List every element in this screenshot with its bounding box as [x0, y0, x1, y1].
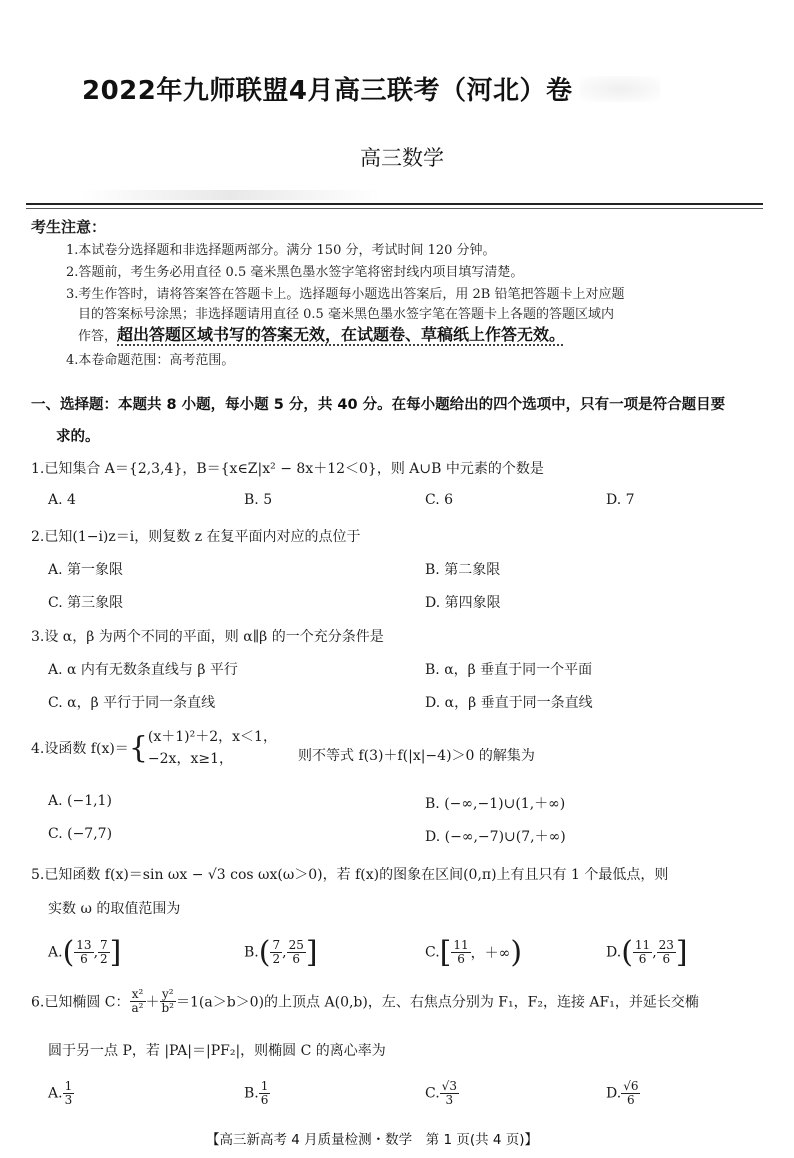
q4-option-d: D. (−∞,−7)∪(7,＋∞) [425, 829, 566, 845]
bracket: [ [439, 935, 452, 970]
q1-option-b: B. 5 [244, 492, 273, 508]
fraction [74, 939, 93, 966]
numerator: 25 [288, 938, 304, 952]
q3-option-d: D. α，β 垂直于同一条直线 [425, 695, 593, 711]
numerator: 1 [260, 1079, 269, 1093]
q4-stem-prefix: 4.设函数 f(x)＝ [31, 741, 129, 757]
question-4-stem [31, 726, 277, 770]
fraction [657, 939, 676, 966]
q1-option-d: D. 7 [606, 492, 635, 508]
q4-option-b: B. (−∞,−1)∪(1,＋∞) [425, 796, 566, 812]
q6-option-a [48, 1080, 74, 1107]
numerator: 23 [658, 938, 674, 952]
q4-option-a: A. (−1,1) [48, 793, 112, 809]
q5-option-a [48, 935, 121, 970]
comma: , [652, 944, 657, 961]
q4-piecewise [148, 726, 277, 770]
notice-item: 3.考生作答时，请将答案答在答题卡上。选择题每小题选出答案后，用 2B 铅笔把答题卡上对应题 [66, 287, 625, 302]
section-heading: 一、选择题：本题共 8 小题，每小题 5 分，共 40 分。在每小题给出的四个选项中，只有一项是符合题目要 [31, 397, 726, 413]
numerator: √3 [441, 1079, 457, 1093]
numerator: √6 [623, 1079, 639, 1093]
q2-option-d: D. 第四象限 [425, 595, 501, 611]
question-2-stem: 2.已知(1−i)z＝i，则复数 z 在复平面内对应的点位于 [31, 529, 361, 545]
denominator: 2 [100, 952, 108, 966]
plus-sign: ＋ [145, 994, 160, 1011]
exam-title: 2022年九师联盟4月高三联考（河北）卷 [82, 76, 573, 106]
fraction [633, 939, 652, 966]
q1-option-a: A. 4 [48, 492, 76, 508]
header-rule [26, 203, 763, 205]
numerator: 1 [64, 1079, 73, 1093]
q6-option-c [425, 1080, 459, 1107]
q3-option-c: C. α，β 平行于同一条直线 [48, 695, 216, 711]
option-label: C. [425, 944, 440, 961]
question-5-stem: 5.已知函数 f(x)＝sin ωx − √3 cos ωx(ω＞0)，若 f(x)的图象在区间(0,π)上有且只有 1 个最低点，则 [31, 867, 669, 883]
fraction [287, 939, 306, 966]
notice-item: 2.答题前，考生务必用直径 0.5 毫米黑色墨水签字笔将密封线内项目填写清楚。 [66, 265, 524, 280]
fraction [451, 939, 470, 966]
section-heading-cont: 求的。 [56, 429, 100, 445]
fraction [98, 939, 110, 966]
numerator: 7 [272, 938, 281, 952]
denominator: 6 [260, 1093, 269, 1107]
fraction [259, 1080, 271, 1107]
q5-option-d [606, 935, 688, 970]
bracket: ( [62, 935, 75, 970]
numerator: 11 [453, 938, 469, 952]
q3-option-a: A. α 内有无数条直线与 β 平行 [48, 662, 238, 678]
q1-option-c: C. 6 [425, 492, 454, 508]
denominator: 6 [457, 952, 465, 966]
denominator: 6 [292, 952, 301, 966]
bracket: ] [109, 935, 122, 970]
q6-option-d [606, 1080, 640, 1107]
option-label: A. [48, 1085, 63, 1102]
question-6-stem [31, 988, 699, 1015]
q4-case-1: (x＋1)²＋2，x＜1， [147, 729, 277, 745]
notice-item: 4.本卷命题范围：高考范围。 [66, 353, 235, 368]
denominator: 3 [64, 1093, 73, 1107]
q6-stem-rest: ＝1(a＞b＞0)的上顶点 A(0,b)，左、右焦点分别为 F₁，F₂，连接 AF₁，并延长交椭 [176, 994, 699, 1011]
denominator: 6 [627, 1093, 635, 1107]
denominator: 3 [445, 1093, 454, 1107]
notice-item: 目的答案标号涂黑；非选择题请用直径 0.5 毫米黑色墨水签字笔在答题卡上各题的答题区域内 [78, 307, 614, 322]
q5-option-b [244, 935, 318, 970]
q2-option-b: B. 第二象限 [425, 562, 501, 578]
option-label: D. [606, 1085, 622, 1102]
fraction [160, 988, 177, 1015]
numerator: 11 [634, 938, 651, 952]
q3-option-b: B. α，β 垂直于同一个平面 [425, 662, 593, 678]
option-label: C. [425, 1085, 440, 1102]
question-1-stem: 1.已知集合 A＝{2,3,4}，B＝{x∈Z|x² − 8x＋12＜0}，则 A∪B 中元素的个数是 [31, 461, 544, 477]
denominator: 2 [272, 952, 281, 966]
notice-item: 作答， [78, 329, 118, 344]
notice-emphasis: 超出答题区域书写的答案无效，在试题卷、草稿纸上作答无效。 [117, 325, 566, 344]
q5-option-c [425, 935, 522, 970]
interval-tail: ，＋∞ [470, 945, 511, 962]
numerator: x² [130, 988, 146, 1002]
scan-smudge [80, 190, 380, 200]
fraction [130, 988, 146, 1015]
bracket: ( [621, 935, 633, 970]
bracket: ( [258, 935, 271, 970]
option-label: D. [606, 944, 622, 961]
comma: , [93, 944, 99, 961]
brace: { [128, 730, 148, 766]
numerator: 13 [76, 938, 92, 952]
fraction [63, 1080, 75, 1107]
notice-heading: 考生注意： [31, 218, 107, 236]
bracket: ] [305, 935, 318, 970]
question-5-stem-cont: 实数 ω 的取值范围为 [48, 901, 181, 917]
option-label: B. [244, 1085, 259, 1102]
page-footer: 【高三新高考 4 月质量检测・数学 第 1 页(共 4 页)】 [206, 1132, 539, 1148]
denominator: 6 [638, 952, 647, 966]
fraction [621, 1080, 640, 1107]
denominator: 6 [80, 952, 88, 966]
denominator: a² [131, 1001, 144, 1015]
q6-stem-prefix: 6.已知椭圆 C： [31, 994, 130, 1011]
q6-option-b [244, 1080, 270, 1107]
q4-option-c: C. (−7,7) [48, 826, 113, 842]
q4-stem-suffix: 则不等式 f(3)＋f(|x|−4)＞0 的解集为 [298, 748, 535, 764]
question-3-stem: 3.设 α，β 为两个不同的平面，则 α∥β 的一个充分条件是 [31, 629, 384, 645]
notice-item: 1.本试卷分选择题和非选择题两部分。满分 150 分，考试时间 120 分钟。 [66, 243, 496, 258]
q2-option-a: A. 第一象限 [48, 562, 124, 578]
scan-smudge [580, 76, 660, 102]
subject-title: 高三数学 [360, 146, 444, 170]
q2-option-c: C. 第三象限 [48, 595, 124, 611]
fraction [440, 1080, 459, 1107]
numerator: y² [160, 988, 177, 1002]
numerator: 7 [100, 938, 108, 952]
question-6-stem-cont: 圆于另一点 P，若 |PA|＝|PF₂|，则椭圆 C 的离心率为 [48, 1043, 386, 1059]
comma: , [282, 944, 287, 961]
fraction [270, 939, 282, 966]
option-label: A. [48, 944, 63, 961]
denominator: 6 [662, 952, 671, 966]
header-rule [26, 208, 763, 209]
denominator: b² [161, 1001, 174, 1015]
bracket: ] [675, 935, 688, 970]
q4-case-2: −2x，x≥1， [147, 751, 233, 767]
notice-item-line [78, 322, 565, 345]
option-label: B. [244, 944, 259, 961]
bracket: ) [510, 935, 523, 970]
